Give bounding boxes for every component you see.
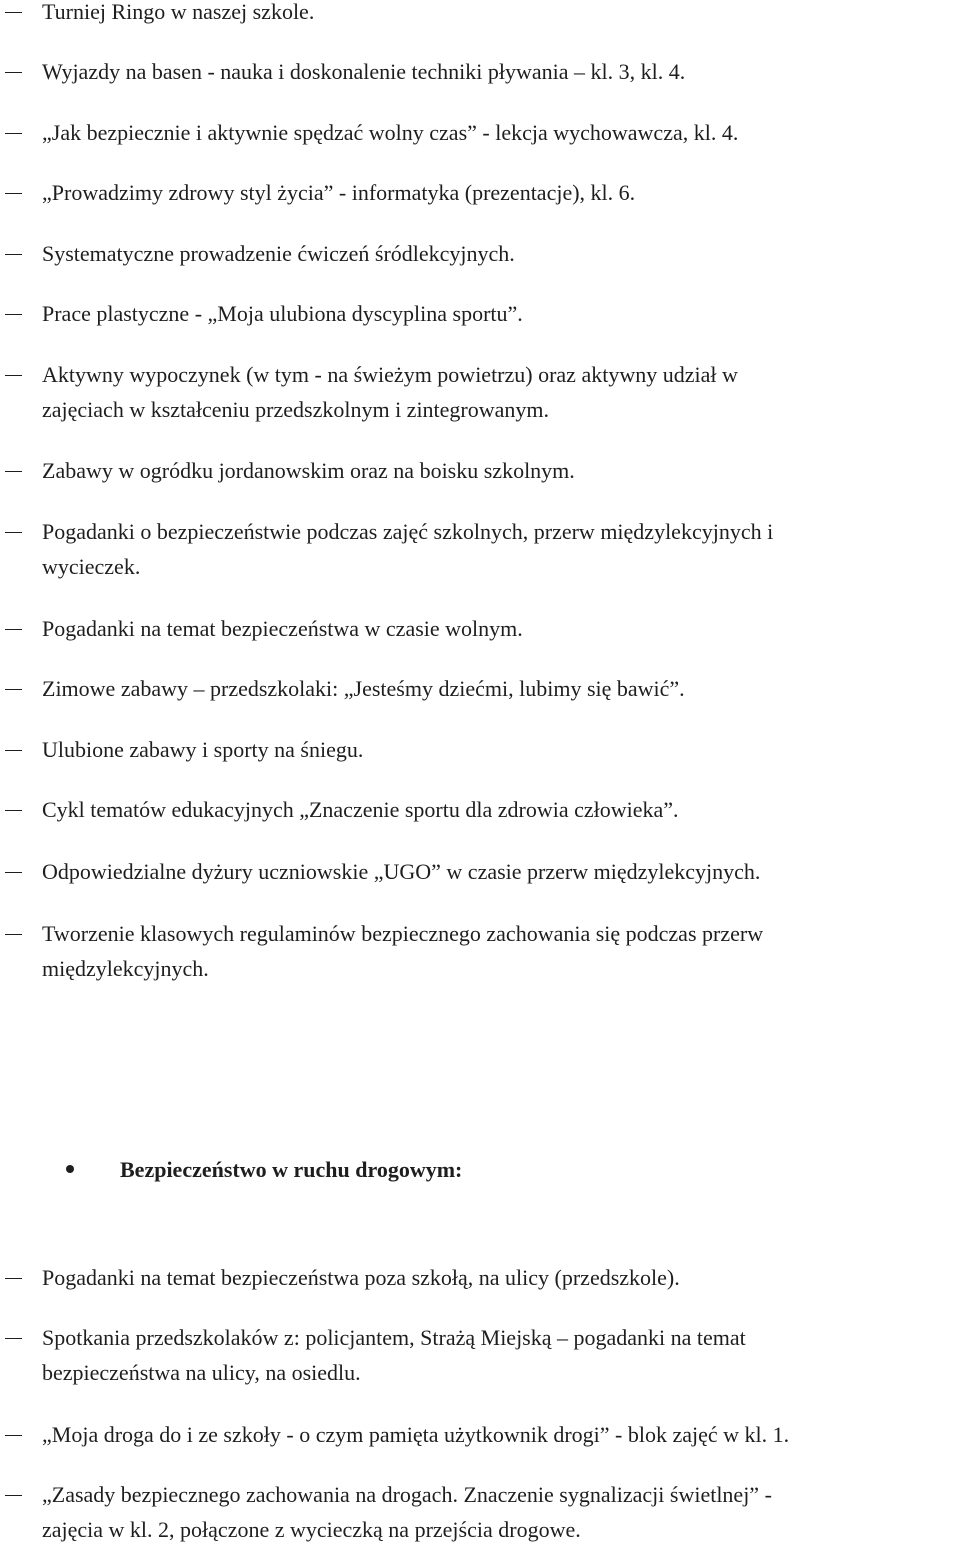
dash-bullet-icon bbox=[5, 872, 22, 873]
dash-bullet-icon bbox=[5, 629, 22, 630]
dash-bullet-icon bbox=[5, 375, 22, 376]
list-item-text: „Moja droga do i ze szkoły - o czym pamięta użytkownik drogi” - blok zajęć w kl. 1. bbox=[42, 1422, 790, 1447]
dash-bullet-icon bbox=[5, 689, 22, 690]
dash-bullet-icon bbox=[5, 810, 22, 811]
list-item-text: Tworzenie klasowych regulaminów bezpiecznego zachowania się podczas przerw bbox=[42, 921, 764, 946]
list-item-text: Turniej Ringo w naszej szkole. bbox=[42, 0, 315, 24]
list-item-text: Ulubione zabawy i sporty na śniegu. bbox=[42, 737, 364, 762]
dash-bullet-icon bbox=[5, 254, 22, 255]
dash-bullet-icon bbox=[5, 750, 22, 751]
list-item-text: Wyjazdy na basen - nauka i doskonalenie techniki pływania – kl. 3, kl. 4. bbox=[42, 59, 686, 84]
list-item-text: międzylekcyjnych. bbox=[42, 956, 209, 981]
list-item-text: Zabawy w ogródku jordanowskim oraz na boisku szkolnym. bbox=[42, 458, 575, 483]
list-item-text: Zimowe zabawy – przedszkolaki: „Jesteśmy dziećmi, lubimy się bawić”. bbox=[42, 676, 685, 701]
bullet-icon bbox=[66, 1165, 74, 1173]
dash-bullet-icon bbox=[5, 934, 22, 935]
list-item-text: bezpieczeństwa na ulicy, na osiedlu. bbox=[42, 1360, 361, 1385]
dash-bullet-icon bbox=[5, 72, 22, 73]
list-item-text: „Jak bezpiecznie i aktywnie spędzać wolny czas” - lekcja wychowawcza, kl. 4. bbox=[42, 120, 739, 145]
dash-bullet-icon bbox=[5, 1278, 22, 1279]
list-item-text: Pogadanki na temat bezpieczeństwa w czasie wolnym. bbox=[42, 616, 523, 641]
dash-bullet-icon bbox=[5, 193, 22, 194]
dash-bullet-icon bbox=[5, 532, 22, 533]
list-item-text: Prace plastyczne - „Moja ulubiona dyscyplina sportu”. bbox=[42, 301, 523, 326]
list-item-text: Spotkania przedszkolaków z: policjantem, Strażą Miejską – pogadanki na temat bbox=[42, 1325, 746, 1350]
section-heading: Bezpieczeństwo w ruchu drogowym: bbox=[120, 1157, 463, 1182]
dash-bullet-icon bbox=[5, 1338, 22, 1339]
list-item-text: zajęciach w kształceniu przedszkolnym i zintegrowanym. bbox=[42, 397, 550, 422]
list-item-text: „Zasady bezpiecznego zachowania na drogach. Znaczenie sygnalizacji świetlnej” - bbox=[42, 1482, 772, 1507]
list-item-text: Systematyczne prowadzenie ćwiczeń śródlekcyjnych. bbox=[42, 241, 515, 266]
list-item-text: Cykl tematów edukacyjnych „Znaczenie sportu dla zdrowia człowieka”. bbox=[42, 797, 679, 822]
list-item-text: Aktywny wypoczynek (w tym - na świeżym powietrzu) oraz aktywny udział w bbox=[42, 362, 738, 387]
dash-bullet-icon bbox=[5, 133, 22, 134]
dash-bullet-icon bbox=[5, 12, 22, 13]
list-item-text: Odpowiedzialne dyżury uczniowskie „UGO” w czasie przerw międzylekcyjnych. bbox=[42, 859, 761, 884]
dash-bullet-icon bbox=[5, 1435, 22, 1436]
list-item-text: „Prowadzimy zdrowy styl życia” - informatyka (prezentacje), kl. 6. bbox=[42, 180, 636, 205]
list-item-text: Pogadanki o bezpieczeństwie podczas zajęć szkolnych, przerw międzylekcyjnych i bbox=[42, 519, 774, 544]
dash-bullet-icon bbox=[5, 471, 22, 472]
list-item-text: wycieczek. bbox=[42, 554, 141, 579]
list-item-text: zajęcia w kl. 2, połączone z wycieczką na przejścia drogowe. bbox=[42, 1517, 581, 1542]
dash-bullet-icon bbox=[5, 314, 22, 315]
dash-bullet-icon bbox=[5, 1495, 22, 1496]
list-item-text: Pogadanki na temat bezpieczeństwa poza szkołą, na ulicy (przedszkole). bbox=[42, 1265, 680, 1290]
